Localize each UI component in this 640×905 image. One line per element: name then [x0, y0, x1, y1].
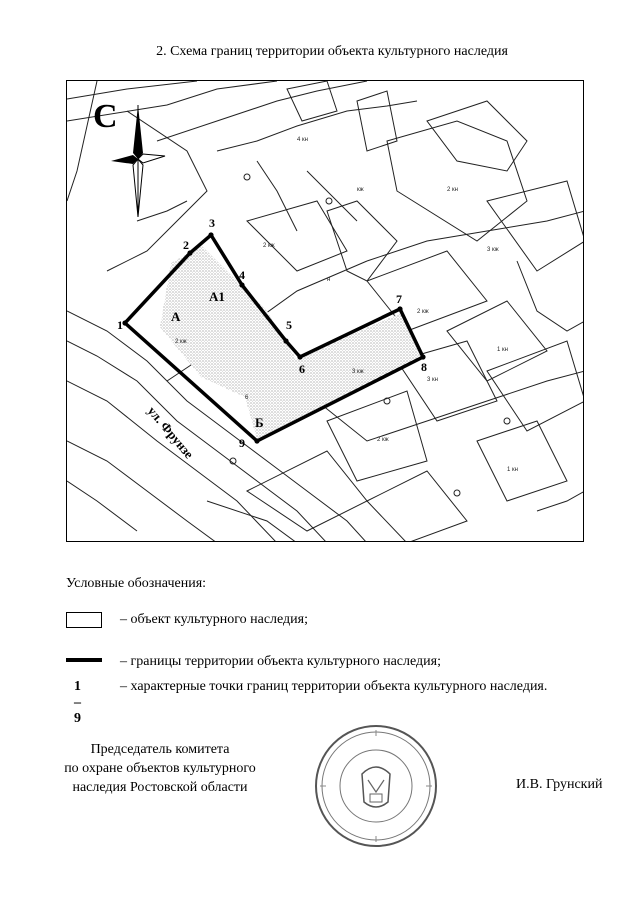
point-label-2: 2: [183, 238, 189, 252]
position-line: по охране объектов культурного: [64, 761, 256, 776]
plan-note: 3 кн: [427, 377, 438, 383]
plan-note: 2 кж: [377, 437, 389, 443]
legend-title: Условные обозначения:: [66, 576, 207, 591]
north-label: С: [93, 98, 118, 135]
signatory-position: [40, 740, 280, 797]
point-label-5: 5: [286, 318, 292, 332]
point-label-8: 8: [421, 360, 427, 374]
plan-note: 3 кж: [352, 369, 364, 375]
plan-note: 3 кж: [487, 247, 499, 253]
official-seal: [312, 722, 440, 850]
point-label-1: 1: [117, 318, 123, 332]
zone-label-a: А: [171, 309, 181, 324]
plan-note: 2 кж: [263, 243, 275, 249]
street-label: ул. Фрунзе: [144, 403, 197, 462]
plan-note: 1 кн: [507, 467, 518, 473]
object-symbol: [66, 612, 102, 628]
legend-points-text: – характерные точки границ территории объекта культурного наследия.: [120, 679, 548, 694]
point-label-3: 3: [209, 216, 215, 230]
boundary-map: [66, 80, 584, 542]
point-label-9: 9: [239, 436, 245, 450]
point-label-4: 4: [239, 268, 245, 282]
legend-boundary-text: – границы территории объекта культурного наследия;: [120, 654, 441, 669]
plan-note: 1 кн: [497, 347, 508, 353]
signatory-name: И.В. Грунский: [516, 777, 603, 792]
legend-object-text: – объект культурного наследия;: [120, 612, 308, 627]
position-line: Председатель комитета: [90, 742, 230, 757]
page-title: 2. Схема границ территории объекта культурного наследия: [156, 44, 508, 59]
plan-note: 2 кж: [417, 309, 429, 315]
zone-label-b: Б: [255, 415, 264, 430]
plan-note: 4 кн: [297, 137, 308, 143]
plan-note: 6: [245, 395, 249, 401]
plan-note: н: [327, 277, 331, 283]
point-label-6: 6: [299, 362, 305, 376]
points-symbol: 1 – 9: [74, 679, 81, 726]
compass-icon: [93, 98, 165, 217]
plan-note: кж: [357, 187, 364, 193]
plan-note: 2 кн: [447, 187, 458, 193]
boundary-line-symbol: [66, 658, 102, 662]
position-line: наследия Ростовской области: [72, 780, 248, 795]
point-label-7: 7: [396, 292, 402, 306]
plan-note: 2 кж: [175, 339, 187, 345]
zone-label-a1: А1: [209, 289, 225, 304]
